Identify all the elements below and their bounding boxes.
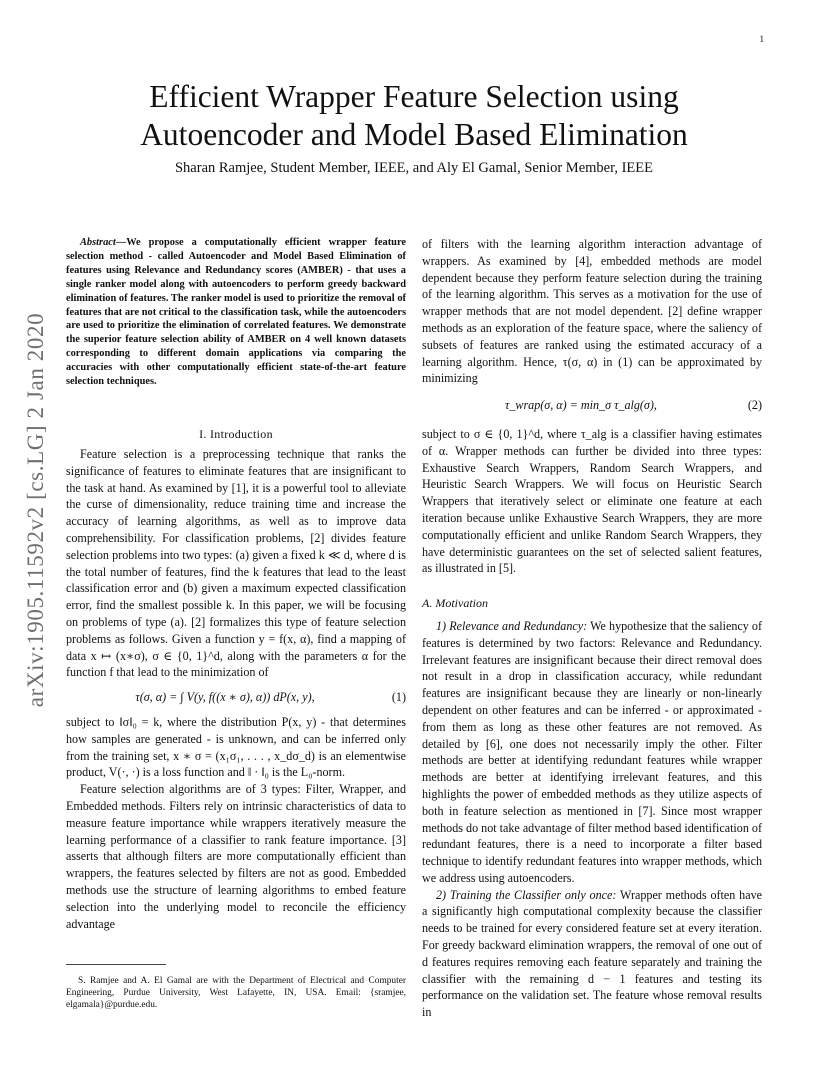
equation-1-body: τ(σ, α) = ∫ V(y, f((x ∗ σ), α)) dP(x, y),	[135, 690, 315, 705]
arxiv-stamp-text: arXiv:1905.11592v2 [cs.LG] 2 Jan 2020	[23, 312, 48, 708]
page-number: 1	[759, 34, 764, 44]
footnote: S. Ramjee and A. El Gamal are with the Department of Electrical and Computer Engineering, Purdue University, West Lafayette, IN, USA. Email: {sramjee, elgamala}@purdue.edu.	[66, 976, 406, 1010]
subsection-heading-motivation: A. Motivation	[422, 596, 488, 611]
training-once-paragraph	[422, 887, 762, 1021]
intro-paragraph-1: Feature selection is a preprocessing technique that ranks the significance of features to eliminate features that are insignificant to the task at hand. As examined by [1], it is a powerful tool to alleviate the curse of dimensionality, reduce training time and increase the accuracy of learning algorithms, as well as to improve data comprehensibility. For classification problems, [2] divides feature selection problems into two types: (a) given a fixed k ≪ d, where d is the total number of features, find the k features that lead to the least classification error and (b) given a maximum expected classification error, find the smallest possible k. In this paper, we will be focusing on problems of type (a). [2] formalizes this type of feature selection problems as follows. Given a function y = f(x, α), find a mapping of data x ↦ (x∗σ), σ ∈ {0, 1}^d, along with the parameters α for the function f that lead to the minimization of	[66, 447, 406, 680]
right-column	[422, 236, 762, 1021]
title-line-1: Efficient Wrapper Feature Selection using	[149, 79, 679, 114]
equation-2-body: τ_wrap(σ, α) = min_σ τ_alg(σ),	[505, 398, 657, 413]
abstract	[66, 236, 406, 389]
equation-2-number: (2)	[747, 398, 762, 413]
paper-title	[60, 78, 768, 154]
section-heading-introduction: I. Introduction	[199, 427, 273, 441]
right-paragraph-2: subject to σ ∈ {0, 1}^d, where τ_alg is a classifier having estimates of α. Wrapper methods can further be divided into three types: Exhaustive Search Wrappers, Random Search Wrappers, and Heuristic Search Wrappers. We will focus on Heuristic Search Wrappers that iteratively select or eliminate one feature at each iteration because unlike Exhaustive Search Wrappers, they are more computationally efficient and unlike Random Search Wrappers, they have deterministic guarantees on the set of selected salient features, as illustrated in [5].	[422, 426, 762, 576]
title-line-2: Autoencoder and Model Based Elimination	[140, 117, 688, 152]
training-once-title: 2) Training the Classifier only once:	[436, 887, 617, 902]
equation-1-number: (1)	[391, 690, 406, 705]
footnote-rule	[66, 964, 166, 965]
relevance-redundancy-text: We hypothesize that the saliency of features is determined by two factors: Relevance and Redundancy. Irrelevant features are insignificant because their direct removal does not result in a drop in classification accuracy, while redundant features are insignificant because they are linearly or non-linearly dependent on other features and can be inferred - or approximated - from them as long as these other features are not removed. As detailed by [6], one does not necessarily imply the other. Filter methods are better at identifying redundant features while wrapper methods are better at identifying irrelevant features, and this highlights the power of embedded methods as they utilize aspects of both in feature selection as mentioned in [7]. Since most wrapper methods do not take advantage of filter method based identification of redundant features, there is a need to incorporate a filter based technique to identify redundant features into wrapper methods, which we address using autoencoders.	[422, 618, 762, 885]
intro-paragraph-2: subject to ‖σ‖₀ = k, where the distribution P(x, y) - that determines how samples are generated - is unknown, and can be inferred only from the training set, x ∗ σ = (x₁σ₁, . . . , x_dσ_d) is an elementwise product, V(·, ·) is a loss function and ‖ · ‖₀ is the L₀-norm.	[66, 714, 406, 780]
right-paragraph-1: of filters with the learning algorithm interaction advantage of wrappers. As examined by [4], embedded methods are model dependent because they perform feature selection during the training of the learning algorithm. This serves as a motivation for the use of wrapper methods that are not model dependent. [2] define wrapper methods as an exploration of the feature space, where the saliency of subsets of features are ranked using the estimated accuracy of a learning algorithm. Hence, τ(σ, α) in (1) can be approximated by minimizing	[422, 237, 762, 386]
equation-1	[66, 689, 406, 706]
equation-2	[422, 397, 762, 414]
abstract-label: Abstract	[80, 237, 116, 248]
arxiv-stamp	[22, 300, 50, 720]
training-once-text: Wrapper methods often have a significantly high computational complexity because the classifier needs to be trained for every considered feature set at every iteration. For greedy backward elimination wrappers, the removal of one out of d features requires removing each feature separately and training the classifier with the remaining d − 1 features and testing its performance on the validation set. The feature whose removal results in	[422, 887, 762, 1020]
relevance-redundancy-paragraph	[422, 618, 762, 887]
intro-paragraph-3: Feature selection algorithms are of 3 types: Filter, Wrapper, and Embedded methods. Filters rely on intrinsic characteristics of data to measure feature importance while wrappers iteratively measure the learning performance of a classifier to rank feature importance. [3] asserts that although filters are more computationally efficient than wrappers, the features selected by filters are not as good. Embedded methods use the structure of learning algorithms to embed feature selection into the underlying model to reconcile the efficiency advantage	[66, 782, 406, 931]
author-line: Sharan Ramjee, Student Member, IEEE, and Aly El Gamal, Senior Member, IEEE	[174, 160, 654, 176]
abstract-text: —We propose a computationally efficient wrapper feature selection method - called Autoencoder and Model Based Elimination of features using Relevance and Redundancy scores (AMBER) - that uses a single ranker model along with autoencoders to perform greedy backward elimination of features. The ranker model is used to prioritize the removal of features that are not critical to the classification task, while the autoencoders are used to prioritize the elimination of correlated features. We demonstrate the superior feature selection ability of AMBER on 4 well known datasets corresponding to different domain applications via comparing the accuracies with other computationally efficient state-of-the-art feature selection techniques.	[66, 237, 406, 388]
relevance-redundancy-title: 1) Relevance and Redundancy:	[436, 618, 588, 633]
intro-column	[66, 446, 406, 932]
